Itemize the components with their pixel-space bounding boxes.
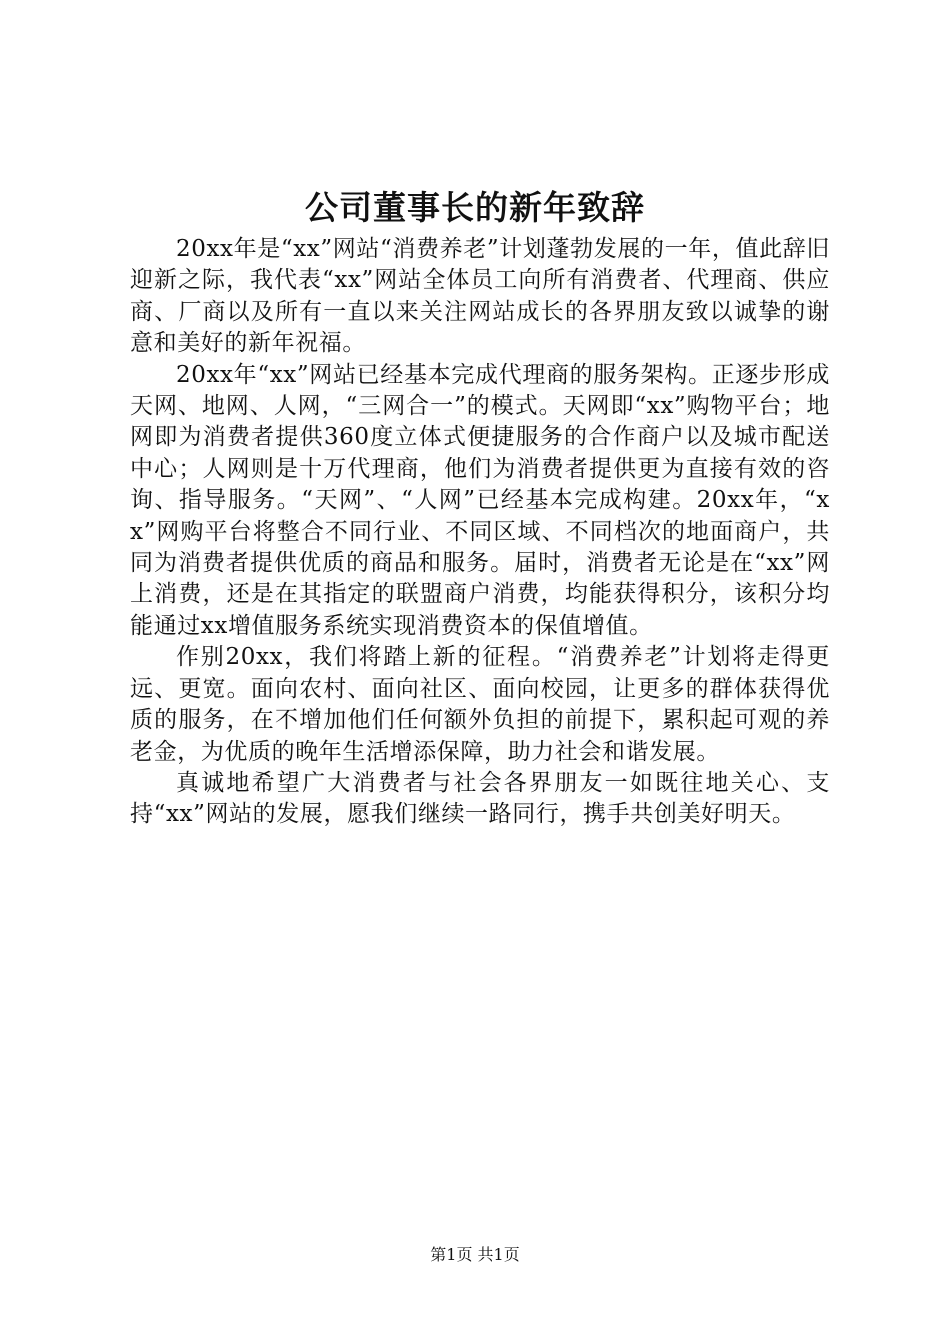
paragraph-4: 真诚地希望广大消费者与社会各界朋友一如既往地关心、支持“xx”网站的发展，愿我们继续一路同行，携手共创美好明天。: [130, 769, 830, 828]
page-number: 第1页: [430, 1245, 473, 1264]
paragraph-1: 20xx年是“xx”网站“消费养老”计划蓬勃发展的一年，值此辞旧迎新之际，我代表“xx”网站全体员工向所有消费者、代理商、供应商、厂商以及所有一直以来关注网站成长的各界朋友致以诚挚的谢意和美好的新年祝福。: [130, 236, 830, 357]
document-title: 公司董事长的新年致辞: [305, 188, 645, 227]
paragraph-2: 20xx年“xx”网站已经基本完成代理商的服务架构。正逐步形成天网、地网、人网，“三网合一”的模式。天网即“xx”购物平台；地网即为消费者提供360度立体式便捷服务的合作商户以及城市配送中心；人网则是十万代理商，他们为消费者提供更为直接有效的咨询、指导服务。“天网”、“人网”已经基本完成构建。20xx年，“xx”网购平台将整合不同行业、不同区域、不同档次的地面商户，共同为消费者提供优质的商品和服务。届时，消费者无论是在“xx”网上消费，还是在其指定的联盟商户消费，均能获得积分，该积分均能通过xx增值服务系统实现消费资本的保值增值。: [130, 361, 830, 639]
page-total: 共1页: [477, 1245, 520, 1264]
document-body: [130, 234, 830, 831]
page-footer: [0, 1243, 950, 1267]
paragraph-3: 作别20xx，我们将踏上新的征程。“消费养老”计划将走得更远、更宽。面向农村、面向社区、面向校园，让更多的群体获得优质的服务，在不增加他们任何额外负担的前提下，累积起可观的养老金，为优质的晚年生活增添保障，助力社会和谐发展。: [130, 644, 830, 765]
